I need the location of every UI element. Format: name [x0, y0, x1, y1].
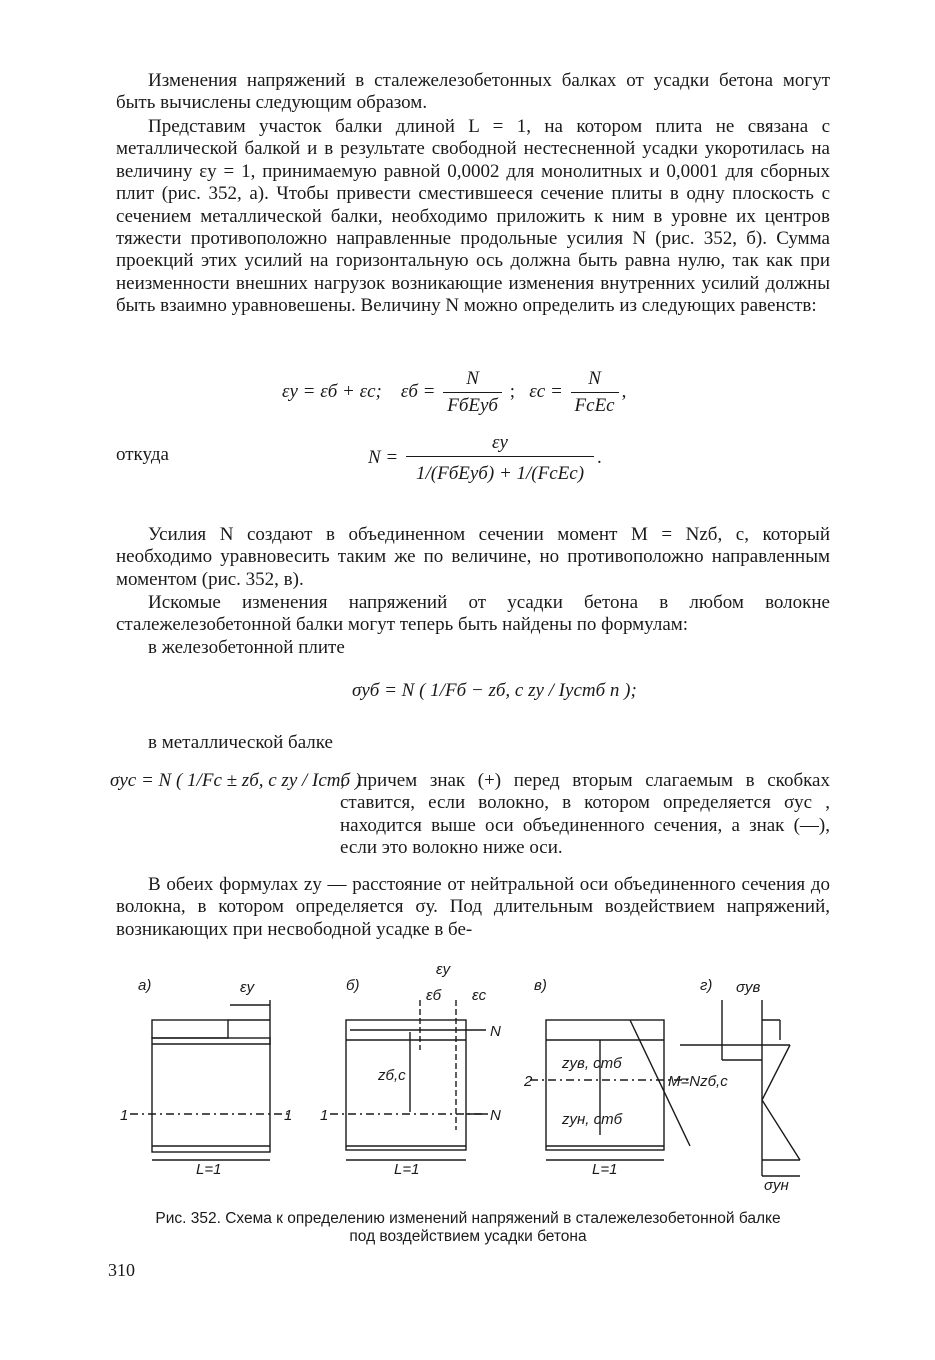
fig-label-axis-1-b: 1 [320, 1107, 329, 1124]
caption-line-1: Рис. 352. Схема к определению изменений напряжений в сталежелезобетонной балке [155, 1210, 781, 1227]
eq1-steel-numerator: N [588, 368, 601, 389]
fig-label-g: г) [700, 977, 713, 994]
eq2-lhs: N = [368, 446, 399, 468]
paragraph-moment: Усилия N создают в объединенном сечении момент M = Nzб, с, который необходимо уравновесить таким же по величине, но противоположно направленным моментом (рис. 352, в). [116, 524, 830, 590]
fig-label-N-top: N [490, 1023, 501, 1040]
fig-label-eps-y-b: εу [436, 961, 451, 978]
eq1-concrete-numerator: N [466, 368, 479, 389]
fig-label-eps-c: εс [472, 987, 487, 1004]
page-number: 310 [108, 1260, 135, 1280]
fig-label-axis-2-left: 2 [524, 1073, 533, 1090]
eq2-fraction [406, 432, 594, 485]
fig-label-L-v: L=1 [592, 1161, 618, 1178]
fig-label-a: а) [138, 977, 152, 994]
fig-label-axis-1-a: 1 [120, 1107, 129, 1124]
fig-label-z-upper: zув, стб [562, 1055, 622, 1072]
sketch-a-free-shrinkage [130, 1000, 293, 1160]
equation-strain-balance: εу = εб + εс; εб = $\frac{N}{\text{FбEуб}}$ ; εс = $\frac{N}{\text{FсEс}}$ , [282, 368, 627, 416]
fig-label-axis-1-a-right: 1 [284, 1107, 293, 1124]
eq1-steel-fraction [571, 368, 619, 417]
fig-label-z-lower: zун, стб [562, 1111, 623, 1128]
fig-label-sigma-lower: σун [764, 1177, 789, 1194]
eq1-concrete-fraction [443, 368, 502, 417]
equation-force-N: N = $\frac{\varepsilon у}{\text{1/(FбEуб) + 1/(FсEс)}}$ . [368, 432, 602, 484]
eq1-concrete-label: εб = [400, 380, 436, 402]
figure-caption [96, 1210, 840, 1246]
fig-label-N-bottom: N [490, 1107, 501, 1124]
fig-label-b: б) [346, 977, 360, 994]
figure-352-diagram [0, 950, 935, 1200]
paragraph-intro: Изменения напряжений в сталежелезобетонных балках от усадки бетона могут быть вычислены следующим образом. [116, 70, 830, 114]
fig-label-L-a: L=1 [196, 1161, 222, 1178]
caption-line-2: под воздействием усадки бетона [349, 1228, 587, 1245]
fig-label-moment: M=Nzб,с [668, 1073, 728, 1090]
paragraph-shrinkage-derivation: Представим участок балки длиной L = 1, на котором плита не связана с металлической балкой и в результате свободной нестесненной усадки укоротилась на величину εу = 1, принимаемую равной 0,0002 для монолитных и 0,0001 для сборных плит (рис. 352, а). Чтобы привести сместившееся сечение плиты в одну плоскость с сечением металлической балки, необходимо приложить к ним в уровне их центров тяжести противоположно направленные продольные усилия N (рис. 352, б). Сумма проекций этих усилий на горизонтальную ось должна быть равна нулю, так как при неизменности внешних нагрузок возникающие изменения внутренних усилий должны быть взаимно уравновешены. Величину N можно определить из следующих равенств: [116, 116, 830, 317]
paragraph-sign-rule: , причем знак (+) перед вторым слагаемым в скобках ставится, если волокно, в котором определяется σус , находится выше оси объединенного сечения, а знак (—), если это волокно ниже оси. [340, 770, 830, 859]
fig-label-eps-b: εб [426, 987, 442, 1004]
word-otkuda: откуда [116, 444, 169, 465]
fig-label-eps-y-a: εу [240, 979, 255, 996]
equation-stress-steel: σус = N ( 1/Fс ± zб, с zу / Iстб ) [110, 770, 362, 791]
eq1-steel-denominator: FсEс [571, 392, 619, 417]
equation-stress-slab: σуб = N ( 1/Fб − zб, с zу / Iустб n ); [352, 680, 637, 701]
fig-label-sigma-upper: σув [736, 979, 761, 996]
eq2-numerator: εу [492, 432, 508, 453]
eq1-lhs: εу = εб + εс; [282, 380, 382, 402]
label-in-slab: в железобетонной плите [148, 637, 345, 658]
eq2-denominator: 1/(FбEуб) + 1/(FсEс) [406, 456, 594, 485]
sketch-b-forces-N [330, 1000, 490, 1160]
fig-label-v: в) [534, 977, 547, 994]
fig-label-z-bc: zб,с [378, 1067, 406, 1084]
paragraph-distance-zy: В обеих формулах zу — расстояние от нейтральной оси объединенного сечения до волокна, в котором определяется σу. Под длительным воздействием напряжений, возникающих при несвободной усадке в бе- [116, 874, 830, 940]
sketch-v-moment [530, 1020, 690, 1160]
paragraph-formulas-intro: Искомые изменения напряжений от усадки бетона в любом волокне сталежелезобетонной балки могут теперь быть найдены по формулам: [116, 592, 830, 636]
eq1-steel-label: εс = [529, 380, 563, 402]
eq1-concrete-denominator: FбEуб [443, 392, 502, 417]
label-in-steel-beam: в металлической балке [148, 732, 333, 753]
fig-label-L-b: L=1 [394, 1161, 420, 1178]
